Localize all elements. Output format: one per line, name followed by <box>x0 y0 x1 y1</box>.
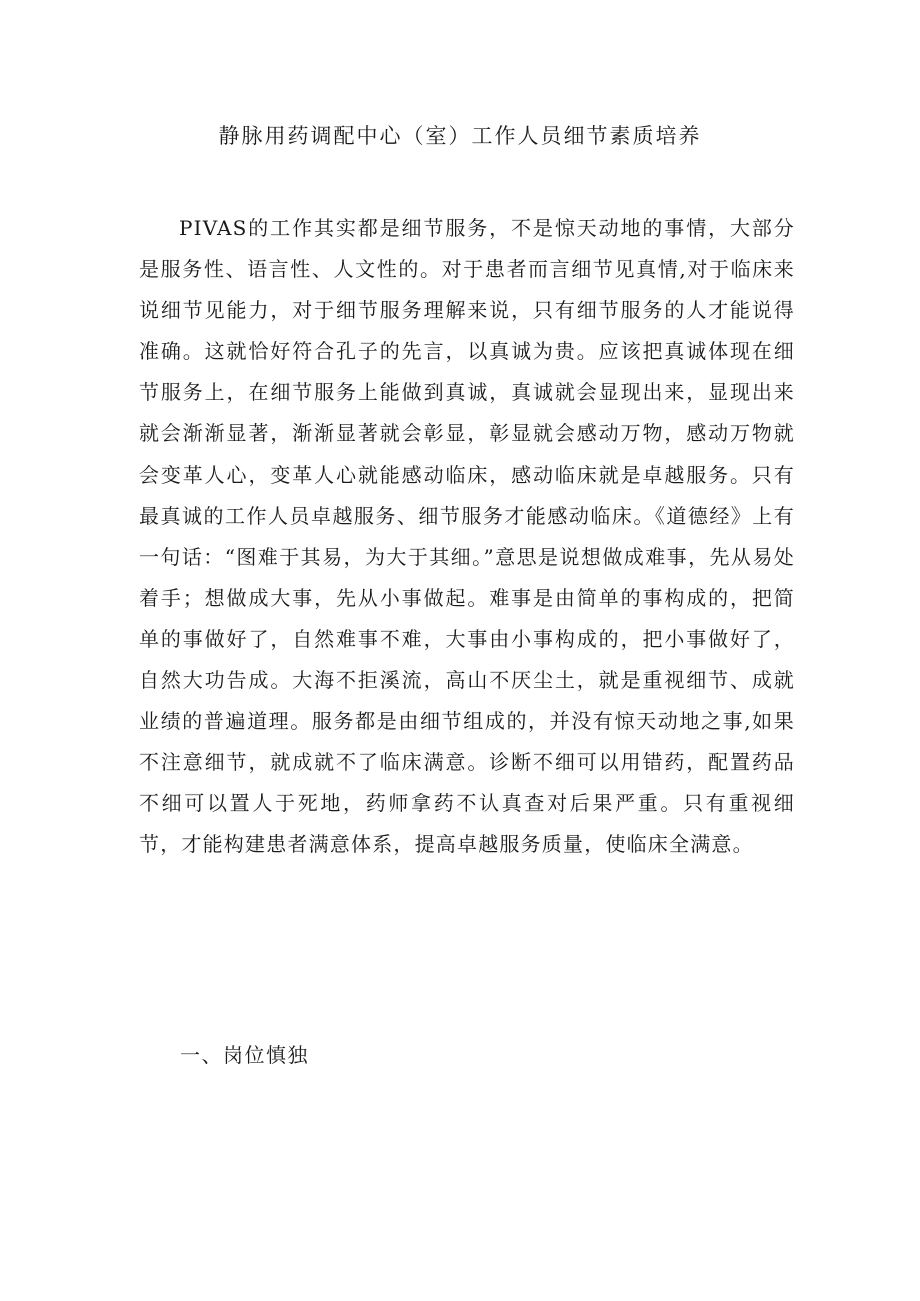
section-heading: 一、岗位慎独 <box>180 1043 309 1067</box>
body-paragraph: PIVAS的工作其实都是细节服务，不是惊天动地的事情，大部分是服务性、语言性、人文性的。对于患者而言细节见真情,对于临床来说细节见能力，对于细节服务理解来说，只有细节服务的人才能说得准确。这就恰好符合孔子的先言，以真诚为贵。应该把真诚体现在细节服务上，在细节服务上能做到真诚，真诚就会显现出来，显现出来就会渐渐显著，渐渐显著就会彰显，彰显就会感动万物，感动万物就会变革人心，变革人心就能感动临床，感动临床就是卓越服务。只有最真诚的工作人员卓越服务、细节服务才能感动临床。《道德经》上有一句话：“图难于其易，为大于其细。”意思是说想做成难事，先从易处着手；想做成大事，先从小事做起。难事是由简单的事构成的，把简单的事做好了，自然难事不难，大事由小事构成的，把小事做好了，自然大功告成。大海不拒溪流，高山不厌尘土，就是重视细节、成就业绩的普遍道理。服务都是由细节组成的，并没有惊天动地之事,如果不注意细节，就成就不了临床满意。诊断不细可以用错药，配置药品不细可以置人于死地，药师拿药不认真查对后果严重。只有重视细节，才能构建患者满意体系，提高卓越服务质量，使临床全满意。 <box>139 216 795 857</box>
document-title: 静脉用药调配中心（室）工作人员细节素质培养 <box>218 124 702 148</box>
